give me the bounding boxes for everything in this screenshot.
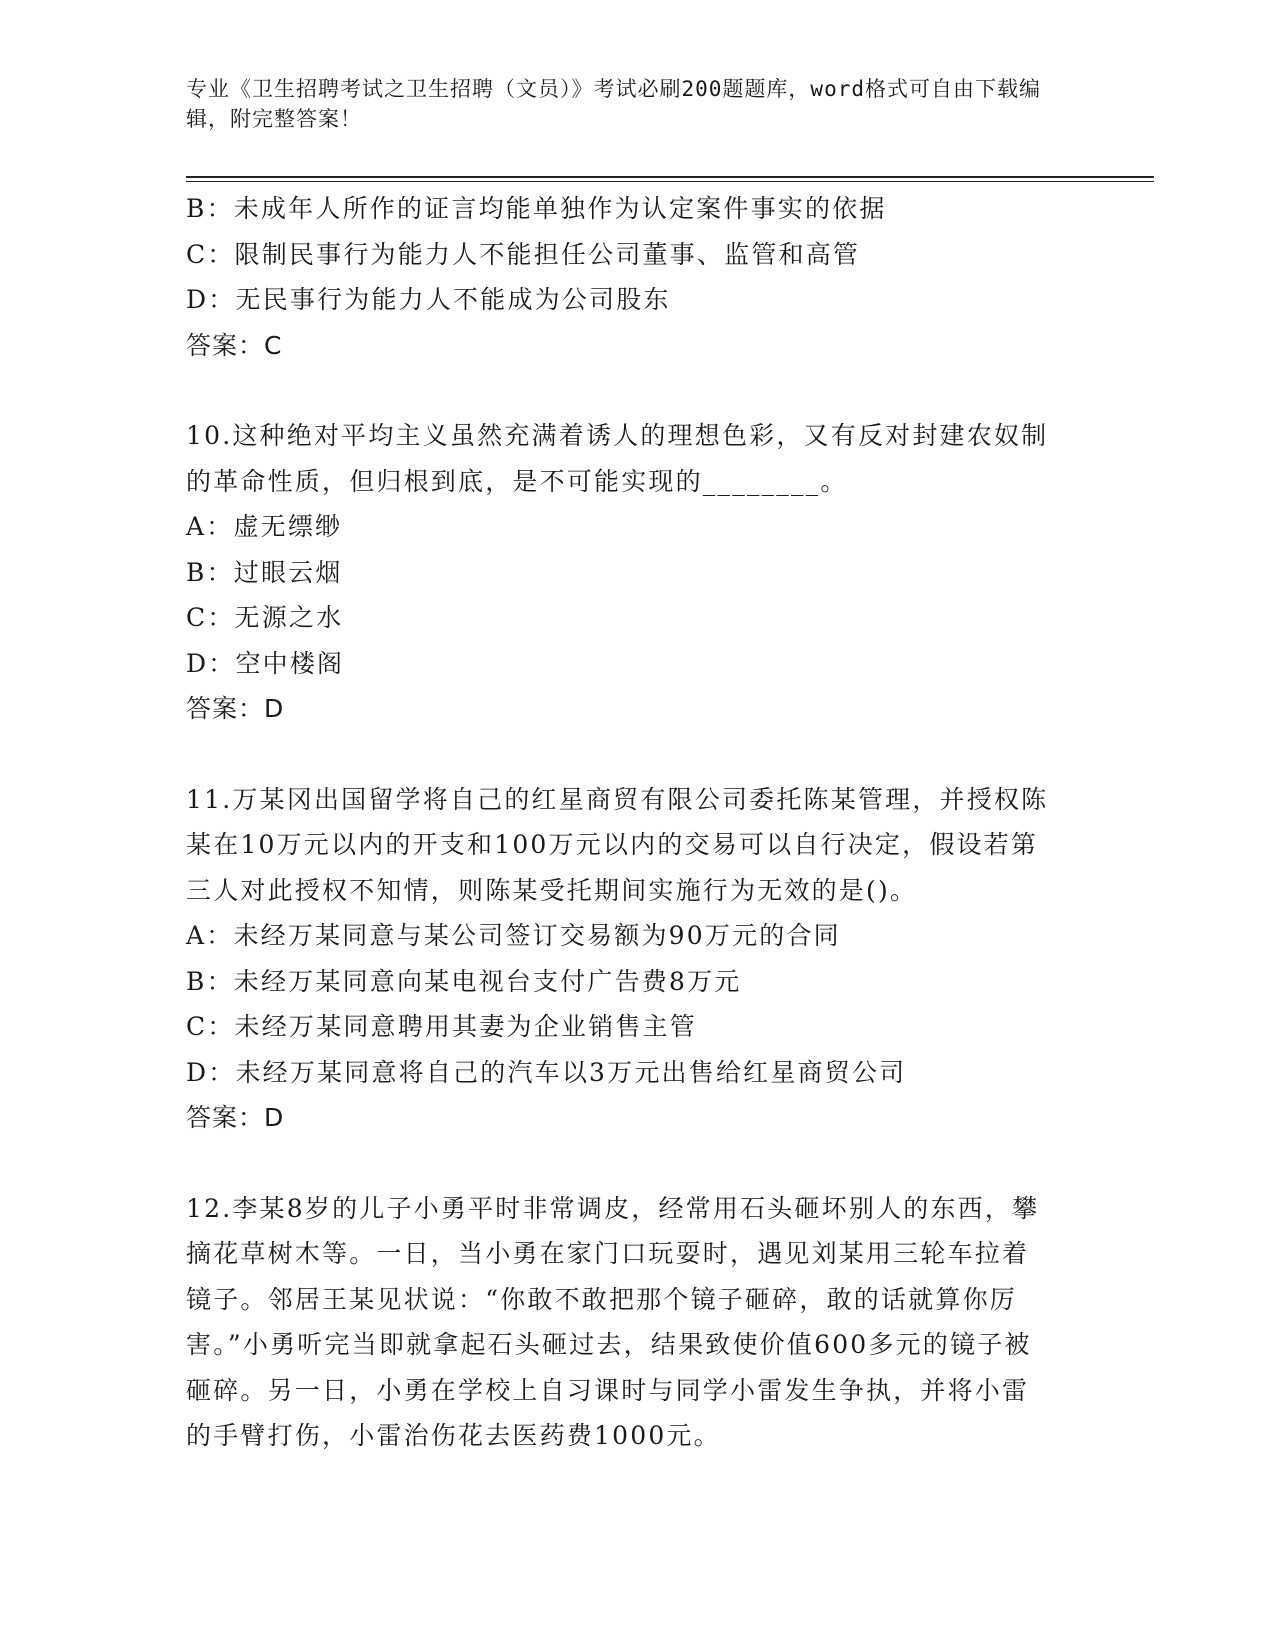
question-11 — [186, 777, 1076, 1141]
previous-question-tail — [186, 186, 1076, 368]
answer-line: 答案：C — [186, 330, 283, 360]
option-a: A：未经万某同意与某公司签订交易额为90万元的合同 — [186, 921, 841, 950]
question-12 — [186, 1186, 1076, 1459]
document-body — [186, 186, 1076, 1459]
spacer — [186, 368, 1076, 413]
header-divider — [186, 176, 1154, 182]
option-c: C：无源之水 — [186, 603, 344, 632]
answer-line: 答案：D — [186, 694, 285, 723]
answer-line: 答案：D — [186, 1103, 285, 1132]
option-c: C：限制民事行为能力人不能担任公司董事、监管和高管 — [186, 239, 861, 269]
option-b: B：未成年人所作的证言均能单独作为认定案件事实的依据 — [186, 194, 887, 223]
spacer — [186, 1141, 1076, 1186]
spacer — [186, 732, 1076, 777]
question-10 — [186, 413, 1076, 732]
option-c: C：未经万某同意聘用其妻为企业销售主管 — [186, 1012, 697, 1041]
option-d: D：未经万某同意将自己的汽车以3万元出售给红星商贸公司 — [186, 1057, 907, 1087]
question-stem: 10.这种绝对平均主义虽然充满着诱人的理想色彩，又有反对封建农奴制的革命性质，但归根到底，是不可能实现的________。 — [186, 421, 1049, 496]
question-stem: 11.万某冈出国留学将自己的红星商贸有限公司委托陈某管理，并授权陈某在10万元以内的开支和100万元以内的交易可以自行决定，假设若第三人对此授权不知情，则陈某受托期间实施行为无效的是()。 — [186, 784, 1049, 905]
option-b: B：未经万某同意向某电视台支付广告费8万元 — [186, 966, 742, 996]
option-d: D：空中楼阁 — [186, 648, 345, 678]
option-d: D：无民事行为能力人不能成为公司股东 — [186, 285, 671, 314]
question-stem: 12.李某8岁的儿子小勇平时非常调皮，经常用石头砸坏别人的东西，攀摘花草树木等。一日，当小勇在家门口玩耍时，遇见刘某用三轮车拉着镜子。邻居王某见状说：“你敢不敢把那个镜子砸碎，敢的话就算你厉害。”小勇听完当即就拿起石头砸过去，结果致使价值600多元的镜子被砸碎。另一日，小勇在学校上自习课时与同学小雷发生争执，并将小雷的手臂打伤，小雷治伤花去医药费1000元。 — [186, 1193, 1040, 1450]
page-header: 专业《卫生招聘考试之卫生招聘（文员）》考试必刷200题题库，word格式可自由下载编辑，附完整答案！ — [186, 77, 1041, 131]
option-b: B：过眼云烟 — [186, 557, 343, 587]
option-a: A：虚无缥缈 — [186, 512, 343, 541]
